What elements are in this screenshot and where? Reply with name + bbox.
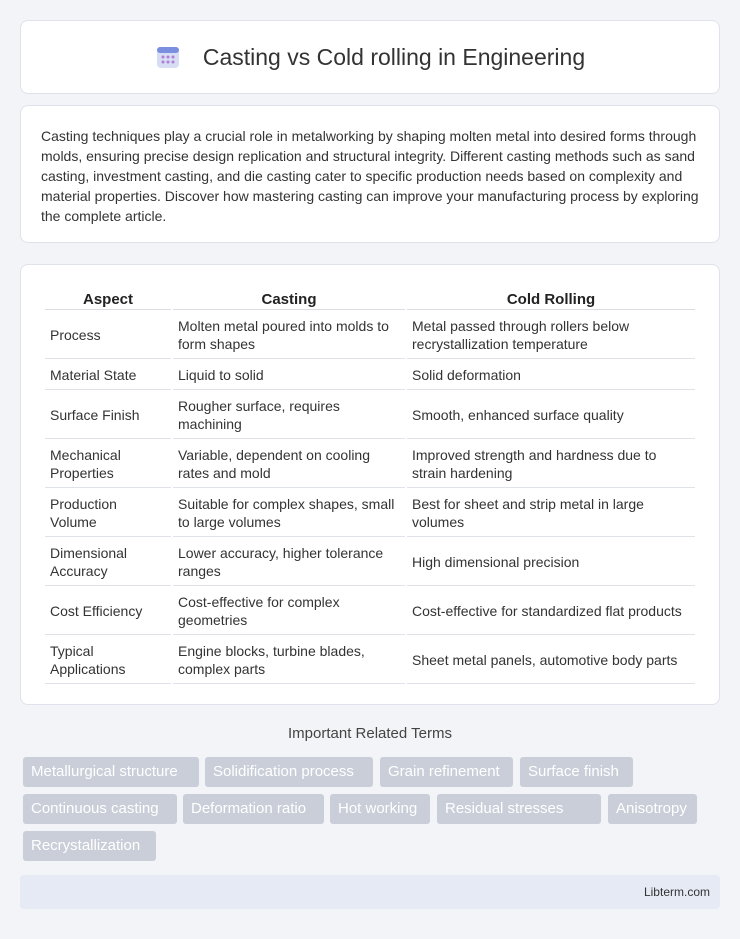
cell-casting: Liquid to solid — [173, 361, 405, 390]
tag-metallurgical-structure[interactable]: Metallurgical structure — [23, 757, 199, 787]
cell-cold-rolling: Metal passed through rollers below recrystallization temperature — [407, 312, 695, 359]
cell-aspect: Cost Efficiency — [45, 588, 171, 635]
cell-aspect: Process — [45, 312, 171, 359]
page-title: Casting vs Cold rolling in Engineering — [202, 43, 586, 70]
column-header-casting: Casting — [173, 287, 405, 310]
tag-solidification-process[interactable]: Solidification process — [205, 757, 373, 787]
tag-deformation-ratio[interactable]: Deformation ratio — [183, 794, 324, 824]
table-row — [45, 637, 695, 684]
column-header-cold-rolling: Cold Rolling — [407, 287, 695, 310]
cell-aspect: Mechanical Properties — [45, 441, 171, 488]
table-row — [45, 361, 695, 390]
table-row — [45, 441, 695, 488]
tag-hot-working[interactable]: Hot working — [330, 794, 430, 824]
cell-casting: Variable, dependent on cooling rates and mold — [173, 441, 405, 488]
table-row — [45, 312, 695, 359]
cell-casting: Rougher surface, requires machining — [173, 392, 405, 439]
table-row — [45, 392, 695, 439]
cell-cold-rolling: Smooth, enhanced surface quality — [407, 392, 695, 439]
intro-card — [20, 105, 720, 243]
comparison-table-card — [20, 264, 720, 705]
cell-aspect: Material State — [45, 361, 171, 390]
calendar-grid-icon — [155, 44, 181, 70]
cell-cold-rolling: Sheet metal panels, automotive body parts — [407, 637, 695, 684]
cell-aspect: Typical Applications — [45, 637, 171, 684]
tag-grain-refinement[interactable]: Grain refinement — [380, 757, 513, 787]
tag-anisotropy[interactable]: Anisotropy — [608, 794, 697, 824]
table-row — [45, 588, 695, 635]
footer-link[interactable]: Libterm.com — [643, 885, 710, 899]
cell-aspect: Dimensional Accuracy — [45, 539, 171, 586]
intro-text: Casting techniques play a crucial role in metalworking by shaping molten metal into desired forms through molds, ensuring precise design replication and structural integrity. Different casting methods such as sand casting, investment casting, and die casting cater to specific production needs based on complexity and material properties. Discover how mastering casting can improve your manufacturing process by exploring the complete article. — [41, 128, 699, 224]
cell-casting: Suitable for complex shapes, small to large volumes — [173, 490, 405, 537]
related-terms-title: Important Related Terms — [288, 725, 452, 742]
column-header-aspect: Aspect — [45, 287, 171, 310]
cell-aspect: Production Volume — [45, 490, 171, 537]
cell-cold-rolling: Improved strength and hardness due to strain hardening — [407, 441, 695, 488]
tag-recrystallization[interactable]: Recrystallization — [23, 831, 156, 861]
table-row — [45, 539, 695, 586]
table-row — [45, 490, 695, 537]
cell-casting: Lower accuracy, higher tolerance ranges — [173, 539, 405, 586]
cell-casting: Engine blocks, turbine blades, complex parts — [173, 637, 405, 684]
cell-cold-rolling: Solid deformation — [407, 361, 695, 390]
cell-aspect: Surface Finish — [45, 392, 171, 439]
footer — [20, 875, 720, 909]
comparison-table — [43, 285, 697, 686]
tag-continuous-casting[interactable]: Continuous casting — [23, 794, 177, 824]
tag-residual-stresses[interactable]: Residual stresses — [437, 794, 601, 824]
cell-casting: Molten metal poured into molds to form shapes — [173, 312, 405, 359]
header-card — [20, 20, 720, 94]
cell-cold-rolling: Cost-effective for standardized flat products — [407, 588, 695, 635]
cell-cold-rolling: High dimensional precision — [407, 539, 695, 586]
cell-cold-rolling: Best for sheet and strip metal in large volumes — [407, 490, 695, 537]
cell-casting: Cost-effective for complex geometries — [173, 588, 405, 635]
tag-surface-finish[interactable]: Surface finish — [520, 757, 633, 787]
